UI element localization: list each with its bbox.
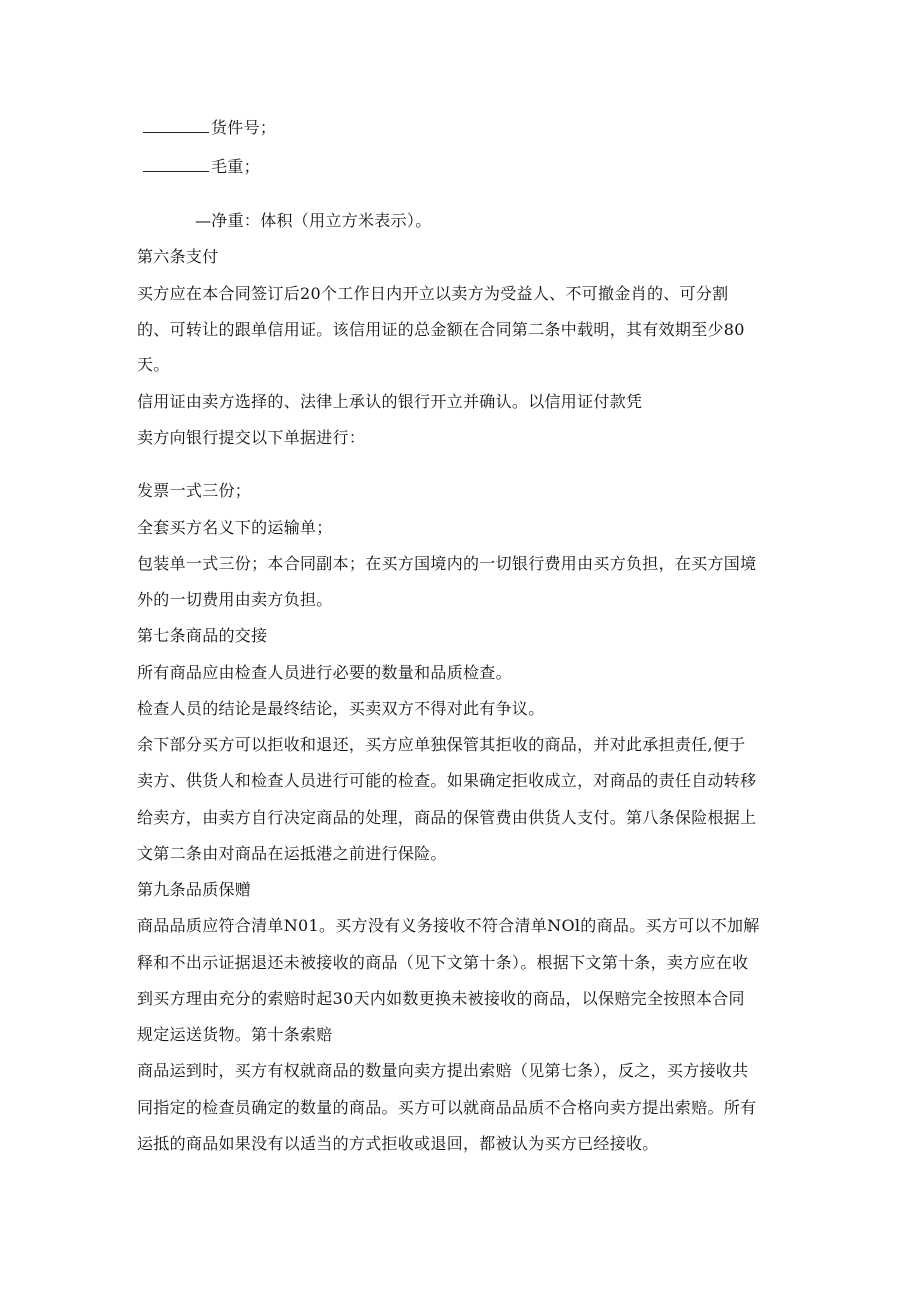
paragraph-line: 卖方、供货人和检查人员进行可能的检查。如果确定拒收成立，对商品的责任自动转移 [137,771,757,790]
paragraph-line: 买方应在本合同签订后20个工作日内开立以卖方为受益人、不可撤金肖的、可分割 [137,284,729,303]
paragraph-line: 检查人员的结论是最终结论，买卖双方不得对此有争议。 [137,699,545,718]
paragraph-line: 释和不出示证据退还未被接收的商品（见下文第十条）。根据下文第十条，卖方应在收 [137,953,749,972]
section-heading: 第六条支付 [137,247,219,266]
paragraph-line: 的、可转让的跟单信用证。该信用证的总金额在合同第二条中载明，其有效期至少80 [137,320,745,339]
paragraph-line: 商品品质应符合清单N01。买方没有义务接收不符合清单NOl的商品。买方可以不加解 [137,916,760,935]
paragraph-line: 到买方理由充分的索赔时起30天内如数更换未被接收的商品，以保赔完全按照本合同 [137,989,745,1008]
field-gross-weight [143,157,260,177]
section-heading: 第九条品质保赠 [137,880,252,899]
paragraph-line: 包装单一式三份；本合同副本；在买方国境内的一切银行费用由买方负担，在买方国境 [137,554,757,573]
paragraph-line: 商品运到时，买方有权就商品的数量向卖方提出索赔（见第七条），反之，买方接收共 [137,1061,749,1080]
paragraph-line: 外的一切费用由卖方负担。 [137,590,333,609]
paragraph-line: 运抵的商品如果没有以适当的方式拒收或退回，都被认为买方已经接收。 [137,1134,659,1153]
paragraph-line: 余下部分买方可以拒收和退还，买方应单独保管其拒收的商品，并对此承担责任,便于 [137,735,746,754]
paragraph-line: 卖方向银行提交以下单据进行： [137,428,366,447]
paragraph-line: 所有商品应由检查人员进行必要的数量和品质检查。 [137,663,512,682]
blank-line [143,118,209,133]
paragraph-line: 给卖方，由卖方自行决定商品的处理，商品的保管费由供货人支付。第八条保险根据上 [137,808,757,827]
list-item: 发票一式三份； [137,481,252,500]
section-heading: 第七条商品的交接 [137,626,268,645]
paragraph-line: 信用证由卖方选择的、法律上承认的银行开立并确认。以信用证付款凭 [137,392,643,411]
field-goods-number [143,118,276,138]
field-label: 货件号； [211,118,277,137]
paragraph-line: 天。 [137,355,170,374]
paragraph-line: 同指定的检查员确定的数量的商品。买方可以就商品品质不合格向卖方提出索赔。所有 [137,1098,757,1117]
paragraph-line: 规定运送货物。第十条索赔 [137,1025,333,1044]
field-net-weight: —净重：体积（用立方米表示）。 [195,211,432,230]
list-item: 全套买方名义下的运输单； [137,518,333,537]
field-label: 毛重； [211,157,260,176]
blank-line [143,157,209,172]
paragraph-line: 文第二条由对商品在运抵港之前进行保险。 [137,844,447,863]
